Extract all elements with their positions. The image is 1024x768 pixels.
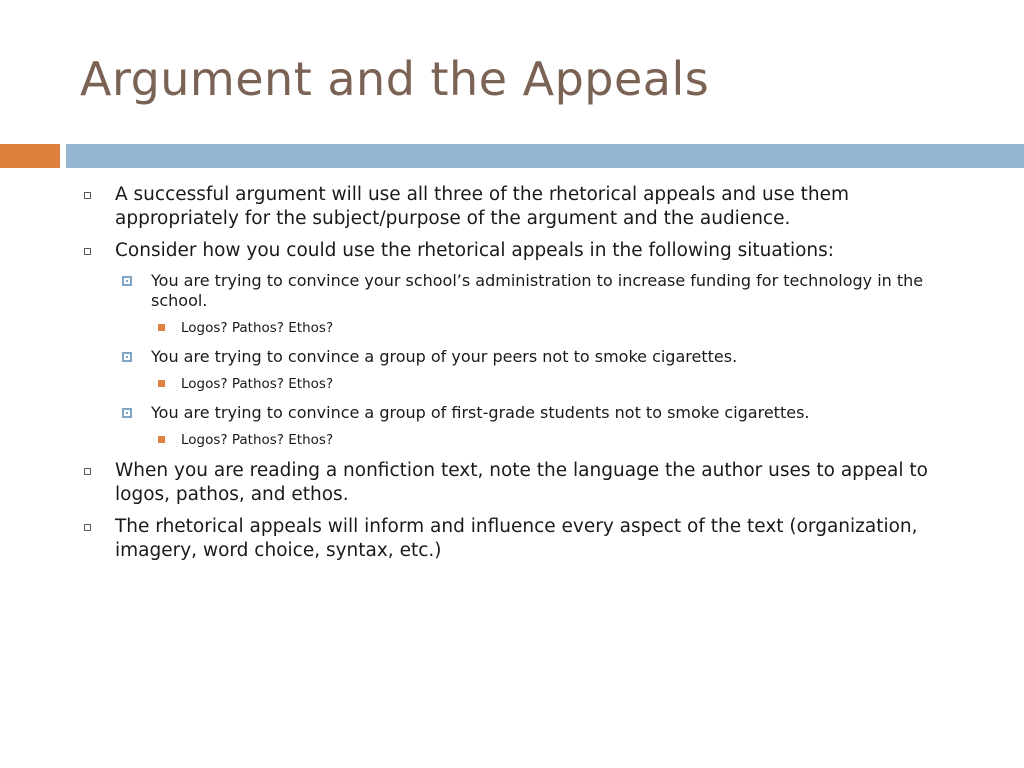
sub-bullet-item: [80, 271, 960, 311]
orange-accent-bar: [0, 144, 60, 168]
sub-sub-bullet-text: Logos? Pathos? Ethos?: [181, 432, 334, 448]
bullet-list: [80, 183, 960, 571]
sub-bullet-item: [80, 347, 960, 367]
orange-square-bullet-icon: [158, 436, 165, 443]
hollow-square-bullet-icon: [84, 248, 91, 255]
sub-bullet-item: [80, 403, 960, 423]
sub-sub-bullet-text: Logos? Pathos? Ethos?: [181, 376, 334, 392]
slide-title: Argument and the Appeals: [80, 52, 710, 106]
bullet-item: [80, 239, 960, 263]
orange-square-bullet-icon: [158, 324, 165, 331]
bullet-item: [80, 515, 960, 563]
bullet-item: [80, 183, 960, 231]
bullet-text: When you are reading a nonfiction text, note the language the author uses to appeal to logos, pathos, and ethos.: [115, 460, 928, 505]
hollow-square-bullet-icon: [84, 192, 91, 199]
blue-square-bullet-icon: [122, 276, 132, 286]
sub-sub-bullet-item: [80, 375, 960, 393]
orange-square-bullet-icon: [158, 380, 165, 387]
bullet-text: Consider how you could use the rhetorical appeals in the following situations:: [115, 240, 834, 261]
sub-bullet-text: You are trying to convince a group of first-grade students not to smoke cigarettes.: [151, 403, 810, 422]
blue-title-band: [66, 144, 1024, 168]
hollow-square-bullet-icon: [84, 524, 91, 531]
bullet-item: [80, 459, 960, 507]
bullet-text: A successful argument will use all three of the rhetorical appeals and use them appropriately for the subject/purpose of the argument and the audience.: [115, 184, 849, 229]
bullet-text: The rhetorical appeals will inform and influence every aspect of the text (organization, imagery, word choice, syntax, etc.): [115, 516, 918, 561]
sub-bullet-text: You are trying to convince a group of your peers not to smoke cigarettes.: [151, 347, 738, 366]
sub-sub-bullet-item: [80, 431, 960, 449]
sub-sub-bullet-item: [80, 319, 960, 337]
blue-square-bullet-icon: [122, 408, 132, 418]
sub-bullet-text: You are trying to convince your school’s administration to increase funding for technology in the school.: [151, 271, 924, 310]
sub-sub-bullet-text: Logos? Pathos? Ethos?: [181, 320, 334, 336]
hollow-square-bullet-icon: [84, 468, 91, 475]
blue-square-bullet-icon: [122, 352, 132, 362]
